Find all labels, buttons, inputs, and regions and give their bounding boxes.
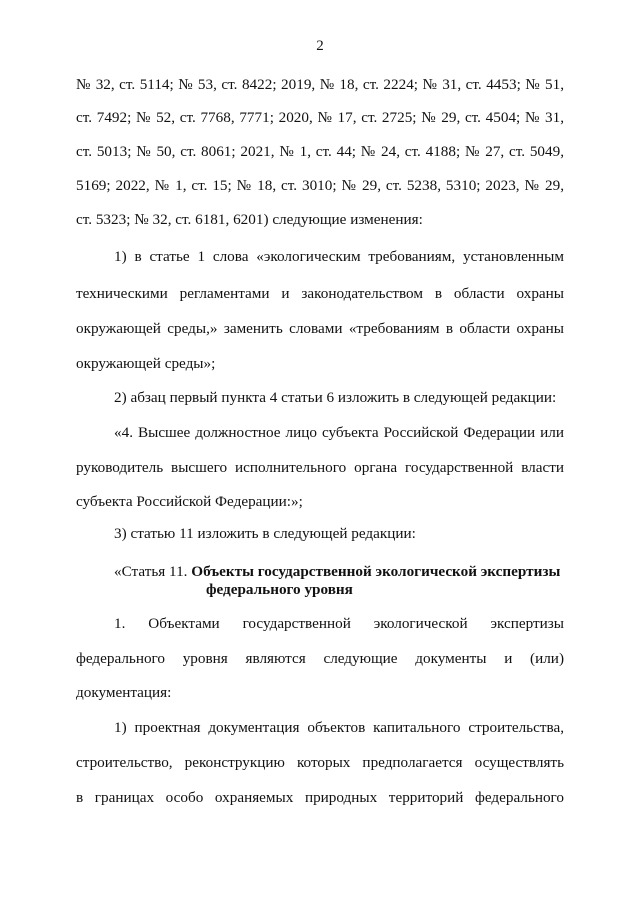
text-line: документация:: [76, 684, 172, 701]
text-line: окружающей среды»;: [76, 355, 216, 372]
text-line: 5169; 2022, № 1, ст. 15; № 18, ст. 3010; № 29, ст. 5238, 5310; 2023, № 29,: [76, 177, 564, 194]
text-line: 1) в статье 1 слова «экологическим требованиям, установленным: [114, 248, 564, 265]
text-line: «4. Высшее должностное лицо субъекта Российской Федерации или: [114, 424, 564, 441]
article-heading-title-cont: федерального уровня: [206, 581, 353, 598]
text-line: ст. 5013; № 50, ст. 8061; 2021, № 1, ст. 44; № 24, ст. 4188; № 27, ст. 5049,: [76, 143, 564, 160]
text-line: 2) абзац первый пункта 4 статьи 6 изложить в следующей редакции:: [114, 389, 557, 406]
article-heading-title: Объекты государственной экологической экспертизы: [191, 563, 561, 580]
text-line: субъекта Российской Федерации:»;: [76, 493, 303, 510]
text-line: окружающей среды,» заменить словами «требованиям в области охраны: [76, 320, 564, 337]
text-line: строительство, реконструкцию которых предполагается осуществлять: [76, 754, 564, 771]
page-number: 2: [316, 38, 324, 54]
text-line: техническими регламентами и законодательством в области охраны: [76, 285, 564, 302]
text-line: 1. Объектами государственной экологической экспертизы: [114, 615, 564, 632]
text-line: № 32, ст. 5114; № 53, ст. 8422; 2019, № 18, ст. 2224; № 31, ст. 4453; № 51,: [76, 76, 564, 93]
text-line: ст. 5323; № 32, ст. 6181, 6201) следующие изменения:: [76, 211, 423, 228]
text-line: руководитель высшего исполнительного органа государственной власти: [76, 459, 564, 476]
text-line: в границах особо охраняемых природных территорий федерального: [76, 789, 564, 806]
text-line: 1) проектная документация объектов капитального строительства,: [114, 719, 564, 736]
text-line: федерального уровня являются следующие документы и (или): [76, 650, 564, 667]
article-heading: [114, 563, 564, 581]
article-heading-prefix: «Статья 11.: [114, 563, 188, 580]
text-line: 3) статью 11 изложить в следующей редакции:: [114, 525, 416, 542]
text-line: ст. 7492; № 52, ст. 7768, 7771; 2020, № 17, ст. 2725; № 29, ст. 4504; № 31,: [76, 109, 564, 126]
